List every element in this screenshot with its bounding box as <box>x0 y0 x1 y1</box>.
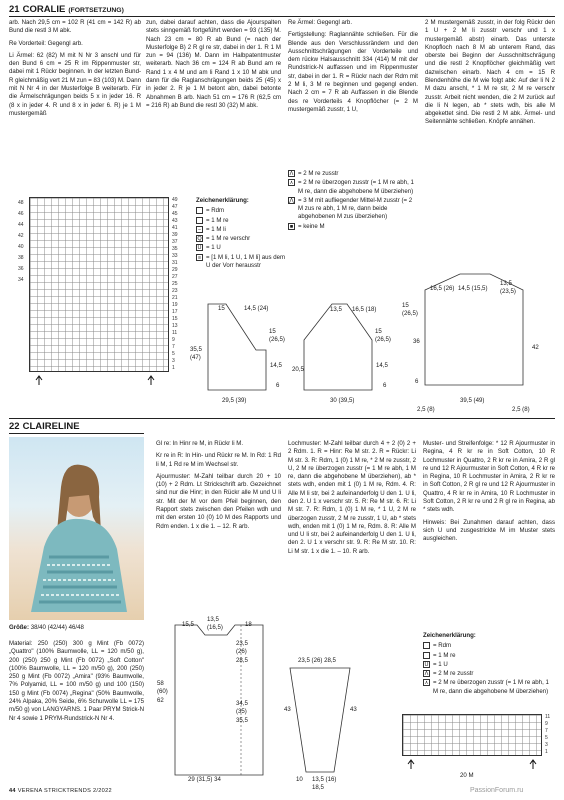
model-illustration <box>9 437 144 620</box>
legend-item: ■ = keine M <box>289 222 325 230</box>
dim: 35,5 (47) <box>190 346 202 362</box>
paragraph: arb. Nach 29,5 cm = 102 R (41 cm = 142 R) ab Bund die restl 3 M abk. <box>9 19 141 35</box>
dim: 2,5 (8) <box>512 406 530 413</box>
chart-rapport: 20 M <box>460 772 474 779</box>
material-block <box>9 640 144 727</box>
claireline-column-4 <box>423 440 555 547</box>
dim: 16,5 (18) <box>352 306 377 313</box>
dim: 43 <box>350 706 357 713</box>
legend-item: U = 1 U <box>197 244 221 252</box>
legend-coralie-cont <box>288 170 416 232</box>
legend-claireline <box>423 632 555 697</box>
page-number: 44 <box>9 788 16 794</box>
coralie-column-3 <box>288 19 418 118</box>
legend-item: Q = 1 M re verschr <box>197 235 251 243</box>
material-text: Material: 250 (250) 300 g Mint (Fb 0072) „Quattro" (100% Baumwolle, LL = 120 m/50 g), 200 (250) 250 g Mint (Fb 0072) „Soft Cotton" (100% Baumwolle, LL = 120 m/50 g), 200 (250) 250 g Mint (Fb 0072) „Amira" (93% Baumwolle, 7% Polyamid, LL = 100 m/50 g) und 100 (150) 150 g Mint (Fb 0074) „Regina" (50% Baumwolle, 24% Alpaka, 20% Seide, 6% Schurwolle LL = 175 m/50 g) von LANGYARNS. 1 Paar PRYM Strick-N Nr 4 sowie 1 PRYM-Rundstrick-N Nr 4. <box>9 640 144 722</box>
dim: 34,5 (35) 35,5 <box>236 700 248 724</box>
paragraph: Re Ärmel: Gegengl arb. <box>288 19 353 26</box>
chart-arrows <box>30 374 170 386</box>
paragraph: zun, dabei darauf achten, dass die Ajourspalten stets sinngemäß fortgeführt werden = 93 (135) M. Nach 23 cm = 80 R ab Bund (= nach der Musterfolge B) 2 R gl re str, dabei in der 1. R 1 M zun = 94 (136) M. Dann im Halbpatentmuster weiterarb. Nach 36 cm = 124 R ab Bund am re Rand 1 x 4 M und am li Rand 1 x 10 M abk und dann für die Raglanschrägungen beids 25 (45) x in jeder 2. R je 1 M betont abn, dabei betonte Abnahmen B arb. Nach 51 cm = 176 R (62,5 cm = 216 R) ab Bund die restl 30 (32) M abk. <box>146 19 281 109</box>
watermark: PassionForum.ru <box>470 787 524 794</box>
claireline-column-2 <box>156 440 281 535</box>
dim: 15,5 <box>182 621 194 628</box>
paragraph: 2 M mustergemäß zusstr, in der folg Rückr den 1 U + 2 M li zusstr verschr und 1 x mustergemäß abstr) einarb. Das unterste Knopfloch nach 8 M ab unterem Rand, das oberste bei Beginn der Ausschnittschrägung und die restl 2 Knopflöcher gleichmäßig vert dazwischen einarb. Nach 4 cm = 15 R Blendenhöhe die M wie folgt abk: Auf der li N 2 M dazu anschl, * 1 M re str, 2 M re verschr zusstr. Arbeit nicht wenden, die 2 M zurück auf die li N legen, ab * stets wdh, bis alle M abgekettet sind. Die restl 2 M abk. Ärmel- und Seitennähte schließen. Knöpfe annähen. <box>425 19 555 126</box>
section-number: 22 <box>9 421 20 432</box>
knitting-chart-claireline <box>402 714 542 756</box>
dim: 30 (39,5) <box>330 397 355 404</box>
header-rule <box>9 16 555 17</box>
dim: 58 (60) 62 <box>157 680 168 704</box>
legend-item: U = 1 U <box>424 660 448 668</box>
magazine-name: VERENA STRICKTRENDS 2/2022 <box>17 788 112 794</box>
dim: 13,5 <box>330 306 342 313</box>
legend-item: ⋏ = 2 M re überzogen zusstr (= 1 M re abh, 1 M re, dann die abgehobene M überziehen) <box>424 679 549 695</box>
paragraph: Kr re in R: In Hin- und Rückr re M. In Rd: 1 Rd li M, 1 Rd re M im Wechsel str. <box>156 452 281 468</box>
dim: 15 (26,5) <box>402 302 418 318</box>
legend-item: ⋀ = 3 M mit aufliegender Mittel-M zusstr (= 2 M zus re abh, 1 M re, dann beide abgehobenen M zus überziehen) <box>289 196 413 221</box>
paragraph: Gl re: In Hinr re M, in Rückr li M. <box>156 440 244 447</box>
knitting-chart-coralie <box>29 197 169 372</box>
dim: 42 <box>532 344 539 351</box>
section-title: CORALIE <box>22 4 66 15</box>
paragraph: Hinweis: Bei Zunahmen darauf achten, dass sich U und zusgestrickte M im Muster stets ausgleichen. <box>423 518 555 543</box>
paragraph: Re Vorderteil: Gegengl arb. <box>9 39 83 47</box>
paragraph: Fertigstellung: Raglannähte schließen. Für die Blende aus den Verschlussrändern und den Ausschnittschrägungen der Vorderteile und dem rückw Halsausschnitt 334 (414) M mit der Rundstrick-N auffassen und im Rippenmuster str, dabei in der 1. R = Rückr nach der Rdm mit 2 M li, 3 M re beginnen und gegengl enden. Nach 2 cm = 7 R ab Auffassen in die Blende des re Vorderteils 4 Knopflöcher (= 2 M mustergemäß zusstr, 1 U, <box>288 31 418 113</box>
paragraph: Lochmuster: M-Zahl teilbar durch 4 + 2 (0) 2 + 2 Rdm. 1. R = Hinr: Re M str. 2. R = Rückr: Li M str. 3. R: Rdm, 1 (0) 1 M re, * 2 M re zusstr, 2 U, 2 M re überzogen zusstr (= 1 M re abh, 1 M re, dann die abgehobene M überziehen), ab * stets wdh, enden mit 1 (0) 1 M re, Rdm. 4. R: Alle M li str, bei 2 aufeinanderfolg U den 1. U li, den 2. U 1 x verschr str. 5. R: Re M str. 6. R: Li M str. 7. R: Rdm, 1 (0) 1 M re, * 1 U, 2 M re überzogen zusstr, 2 M re zusstr, 1 U, ab * stets wdh, enden mit 1 (0) 1 M re, Rdm. 8. R: Alle M und U li str, bei 2 aufeinanderfolg U den 1. U li, den 2. U 1 x verschr str. 9. R: Re M str. 10. R: Li M str. 1 x die 1. – 10. R arb. <box>288 440 416 555</box>
section-number: 21 <box>9 4 20 15</box>
legend-item: = Rdm <box>423 642 555 650</box>
legend-item: Λ = 2 M re zusstr <box>424 670 474 678</box>
dim: 10 <box>296 776 303 783</box>
dim: 18 <box>245 621 252 628</box>
schematic-sleeve-2 <box>282 660 362 790</box>
legend-title: Zeichenerklärung: <box>196 197 249 204</box>
dim: 6 <box>415 378 419 385</box>
dim: 14,5 (24) <box>244 305 269 312</box>
dim: 6 <box>276 382 280 389</box>
chart-row-numbers: 11 9 7 5 3 1 <box>545 714 551 755</box>
legend-item: = 1 M re <box>423 652 555 660</box>
legend-item: ≡ = [1 M li, 1 U, 1 M li] aus dem U der Vorr herausstr <box>197 253 286 269</box>
claireline-column-3 <box>288 440 416 560</box>
dim: 15 (26,5) <box>269 328 285 344</box>
header-rule <box>9 433 144 434</box>
legend-item: ⋏ = 2 M re überzogen zusstr (= 1 M re abh, 1 M re, dann die abgehobene M überziehen) <box>289 179 414 195</box>
dim: 39,5 (49) <box>460 397 485 404</box>
legend-title: Zeichenerklärung: <box>423 632 476 639</box>
section-header-claireline <box>9 421 80 434</box>
coralie-column-4 <box>425 19 555 131</box>
chart-arrows-2 <box>402 758 542 770</box>
legend-coralie <box>196 197 286 271</box>
dim: 15 (26,5) <box>375 328 391 344</box>
size-line: Größe: 38/40 (42/44) 46/48 <box>9 624 84 631</box>
dim: 43 <box>284 706 291 713</box>
schematic-sleeve <box>292 300 392 410</box>
dim: 23,5 (26) 28,5 <box>298 657 336 664</box>
dim: 14,5 (15,5) <box>458 285 488 292</box>
section-title: CLAIRELINE <box>22 421 80 432</box>
dim: 20,5 <box>292 366 304 373</box>
dim: 36 <box>413 338 420 345</box>
dim: 29 (31,5) 34 <box>188 776 221 783</box>
dim: 13,5 (23,5) <box>500 280 516 296</box>
chart-row-numbers-left: 48 46 44 42 40 38 36 34 <box>18 200 24 283</box>
dim: 15 <box>218 305 225 312</box>
legend-item: Λ = 2 M re zusstr <box>289 170 339 177</box>
dim: 2,5 (8) <box>417 406 435 413</box>
dim: 23,5 (26) 28,5 <box>236 640 248 664</box>
coralie-column-2 <box>146 19 281 114</box>
section-header-coralie <box>9 4 124 17</box>
dim: 16,5 (26) <box>430 285 455 292</box>
paragraph: Ajourmuster: M-Zahl teilbar durch 20 + 10 (10) + 2 Rdm. Lt Strickschrift arb. Gezeichnet sind nur die Hinr; in den Rückr alle M und U li str. Mit der M vor dem Pfeil beginnen, den Rapport stets zwischen den Pfeilen wdh und mit den ersten 10 (0) 10 M des Rapports und Rdm enden. 1 x die 1. – 12. R arb. <box>156 472 281 530</box>
schematic-body <box>155 615 285 790</box>
section-subtitle: (FORTSETZUNG) <box>68 7 124 14</box>
dim: 13,5 (16,5) <box>207 616 223 632</box>
dim: 13,5 (16) 18,5 <box>312 776 337 792</box>
legend-item: = Rdm <box>196 207 286 215</box>
dim: 14,5 <box>376 362 388 369</box>
dim: 14,5 <box>270 362 282 369</box>
legend-item: − = 1 M li <box>197 225 226 233</box>
model-photo <box>9 437 144 620</box>
chart-row-numbers-right: 49 47 45 43 41 39 37 35 33 31 29 27 25 23 21 19 17 15 13 11 9 7 5 3 1 <box>172 197 178 371</box>
paragraph: Li Ärmel: 62 (82) M mit N Nr 3 anschl und für den Bund 6 cm = 25 R im Rippenmuster str, dabei mit 1 Rückr beginnen. In der letzten Bund-R gleichmäßig vert 21 M zun = 83 (103) M. Dann mit N Nr 4 in der Musterfolge B weiterarb. Für die Ärmelschrägungen beids 5 x in jeder 16. R (8 x in jeder 4. R und 8 x in jeder 6. R) je 1 M mustergemäß <box>9 51 141 117</box>
dim: 29,5 (39) <box>222 397 247 404</box>
coralie-column-1 <box>9 19 141 122</box>
paragraph: Muster- und Streifenfolge: * 12 R Ajourmuster in Regina, 4 R kr re in Soft Cotton, 10 R Lochmuster in Quattro, 2 R kr re in Amira, 2 R gl re und 12 R Ajourmuster in Soft Cotton, 4 R kr re in Regina, 10 R Lochmuster in Amira, 2 R kr re in Soft Cotton, 2 R gl re und 12 R Ajourmuster in Quattro, 4 R kr re in Amira, 10 R Lochmuster in Soft Cotton, 2 R kr re und 2 R gl re in Regina, ab * stets wdh. <box>423 440 555 514</box>
footer <box>9 788 112 796</box>
legend-item: = 1 M re <box>196 217 286 225</box>
dim: 6 <box>383 382 387 389</box>
section-rule <box>9 418 555 419</box>
